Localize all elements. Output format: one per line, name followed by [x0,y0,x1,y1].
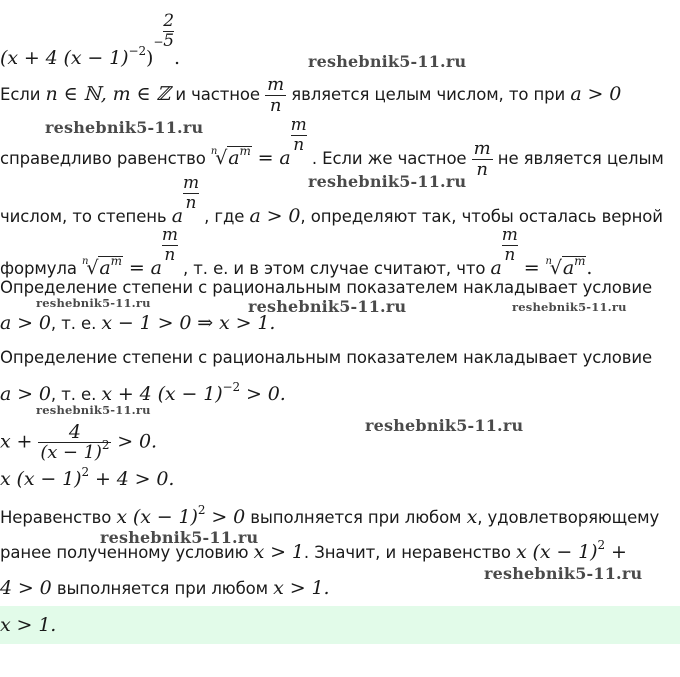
radical-sign: √ [86,257,99,279]
expression: (x + 4 (x − 1) [0,47,129,69]
text: выполняется при любом [51,579,274,598]
math: a > 0 [0,383,51,405]
paren: ) [145,47,154,69]
watermark: reshebnik5-11.ru [36,296,151,310]
text-line [0,503,680,530]
exponent-fraction [163,12,174,51]
text-line [0,422,680,464]
math: x + 4 (x − 1) [101,383,223,405]
frac-num: m [290,115,307,135]
text: Определение степени с рациональным показателем накладывает условие [0,348,652,367]
minus: − [153,35,164,49]
answer-box [0,606,680,644]
answer-text: x > 1. [0,614,57,636]
watermark: reshebnik5-11.ru [36,403,151,417]
math: a > 0 [0,312,51,334]
math: a > 0 [570,83,622,105]
dot: . [174,47,180,69]
root-index: n [210,146,218,157]
watermark: reshebnik5-11.ru [365,416,524,435]
frac-den: n [183,193,199,213]
text-line [0,465,680,492]
exponent: m [239,144,251,158]
math: x − 1 > 0 ⇒ x > 1. [101,312,276,334]
math: x + [0,430,39,453]
fraction [38,422,111,464]
text: формула [0,259,82,278]
math: x (x − 1) [116,506,198,528]
frac-num: m [182,173,199,193]
watermark: reshebnik5-11.ru [484,564,643,583]
root-index: n [545,256,552,267]
exponent-fraction [291,116,307,155]
exponent: 2 [197,503,206,517]
math: = a [251,147,291,169]
watermark: reshebnik5-11.ru [100,528,259,547]
text: Неравенство [0,508,117,527]
exponent: m [110,254,122,268]
radicand [227,146,252,171]
watermark: reshebnik5-11.ru [308,172,467,191]
radical-sign: √ [549,257,562,279]
text: Если [0,85,46,104]
math: a > 0 [249,205,301,227]
math: = a [122,257,162,279]
math: > 0 [205,506,246,528]
watermark: reshebnik5-11.ru [248,297,407,316]
fraction-m-n [265,75,286,116]
text: , определяют так, чтобы осталась верной [300,207,663,226]
frac-den: 5 [163,31,174,51]
math: + [605,541,627,563]
frac-den: n [291,135,307,155]
dot: . [586,257,593,279]
frac-den: n [162,245,178,265]
math: x > 1 [253,541,304,563]
frac-num: m [473,138,491,159]
text: . Значит, и неравенство [303,543,516,562]
text: ранее полученному условию [0,543,254,562]
frac-den: n [502,245,518,265]
math: a [171,205,183,227]
frac-den: n [265,95,286,116]
exponent-fraction [183,174,199,213]
exponent: m [574,254,586,268]
frac-den [38,438,111,464]
radical-sign: √ [215,147,228,169]
text-line [0,347,680,369]
text: не является целым [492,149,664,168]
text: , удовлетворяющему [477,508,660,527]
exponent: 2 [81,465,90,479]
text-line [0,75,680,116]
exponent-fraction [162,226,178,265]
frac-num: m [501,225,518,245]
frac-num: 2 [163,11,174,31]
exponent: −2 [128,44,146,58]
exponent: 2 [597,538,605,552]
frac-num: m [161,225,178,245]
base: a [228,147,240,169]
frac-num: m [267,74,285,95]
root-index: n [82,256,89,267]
exponent: 2 [101,438,110,452]
denominator: (x − 1) [40,442,102,463]
exponent: −2 [222,380,241,394]
math: n ∈ ℕ, [45,83,107,105]
math: x (x − 1) [0,468,82,490]
text: . Если же частное [306,149,472,168]
math: 4 > 0 [0,577,52,599]
answer-line [0,614,680,637]
watermark: reshebnik5-11.ru [512,300,627,314]
base: a [99,257,111,279]
fraction-m-n [472,139,493,180]
math: x > 1. [273,577,330,599]
math: x [466,506,478,528]
exponent-fraction [502,226,518,265]
text: является целым числом, то при [286,85,571,104]
math: m ∈ ℤ [106,83,171,105]
text: выполняется при любом [245,508,467,527]
text: справедливо равенство [0,149,211,168]
text: , т. е. [50,314,102,333]
math: + 4 > 0. [89,468,175,490]
text: числом, то степень [0,207,172,226]
text: , т. е. и в этом случае считают, что [177,259,491,278]
frac-den: n [472,159,493,180]
watermark: reshebnik5-11.ru [45,118,204,137]
math: a [490,257,502,279]
text: , где [198,207,250,226]
frac-num: 4 [68,421,81,443]
math: = [517,257,546,279]
math: > 0. [111,430,157,453]
math: > 0. [240,383,286,405]
text: Определение степени с рациональным показателем накладывает условие [0,278,652,297]
math: x (x − 1) [515,541,598,563]
text: и частное [170,85,266,104]
base: a [562,257,575,279]
watermark: reshebnik5-11.ru [308,52,467,71]
text: , т. е. [50,385,102,404]
